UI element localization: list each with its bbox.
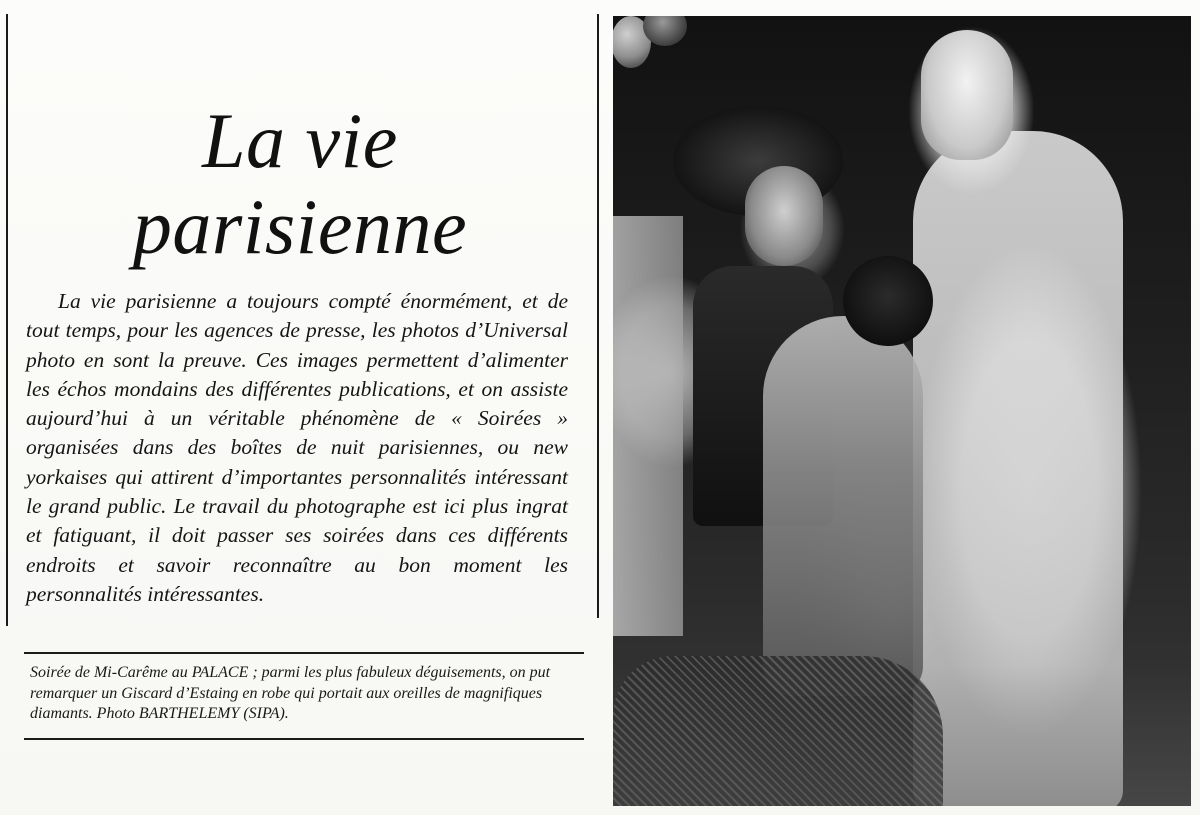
kneeling-figure-hair <box>843 256 933 346</box>
photo-backdrop-panel <box>613 216 683 636</box>
kneeling-figure <box>763 316 923 696</box>
robed-figure-head <box>921 30 1013 160</box>
article-body: La vie parisienne a toujours compté énormément, et de tout temps, pour les agences de presse, les photos d’Universal photo en sont la preuve. Ces images permettent d’alimenter les échos mondains des différentes publications, et on assiste aujourd’hui à un véritable phénomène de « Soirées » organisées dans des boîtes de nuit parisiennes, ou new yorkaises qui attirent d’importantes personnalités intéressant le grand public. Le travail du photographe est ici plus ingrat et fatiguant, il doit passer ses soirées dans ces différents endroits et savoir reconnaître au bon moment les personnalités intéressantes. <box>26 289 568 606</box>
costumed-figure-head <box>745 166 823 266</box>
photo-floor <box>613 666 1191 806</box>
headline-line-1: La vie <box>202 97 398 184</box>
headline-line-2: parisienne <box>132 183 468 270</box>
article-headline <box>0 98 600 270</box>
caption-top-rule <box>24 652 584 654</box>
photo-caption: Soirée de Mi-Carême au PALACE ; parmi les plus fabuleux déguisements, on put remarquer un Giscard d’Estaing en robe qui portait aux oreilles de magnifiques diamants. Photo BARTHELEMY (SIPA). <box>30 664 551 722</box>
caption-bottom-rule <box>24 738 584 740</box>
party-photograph <box>613 16 1191 806</box>
